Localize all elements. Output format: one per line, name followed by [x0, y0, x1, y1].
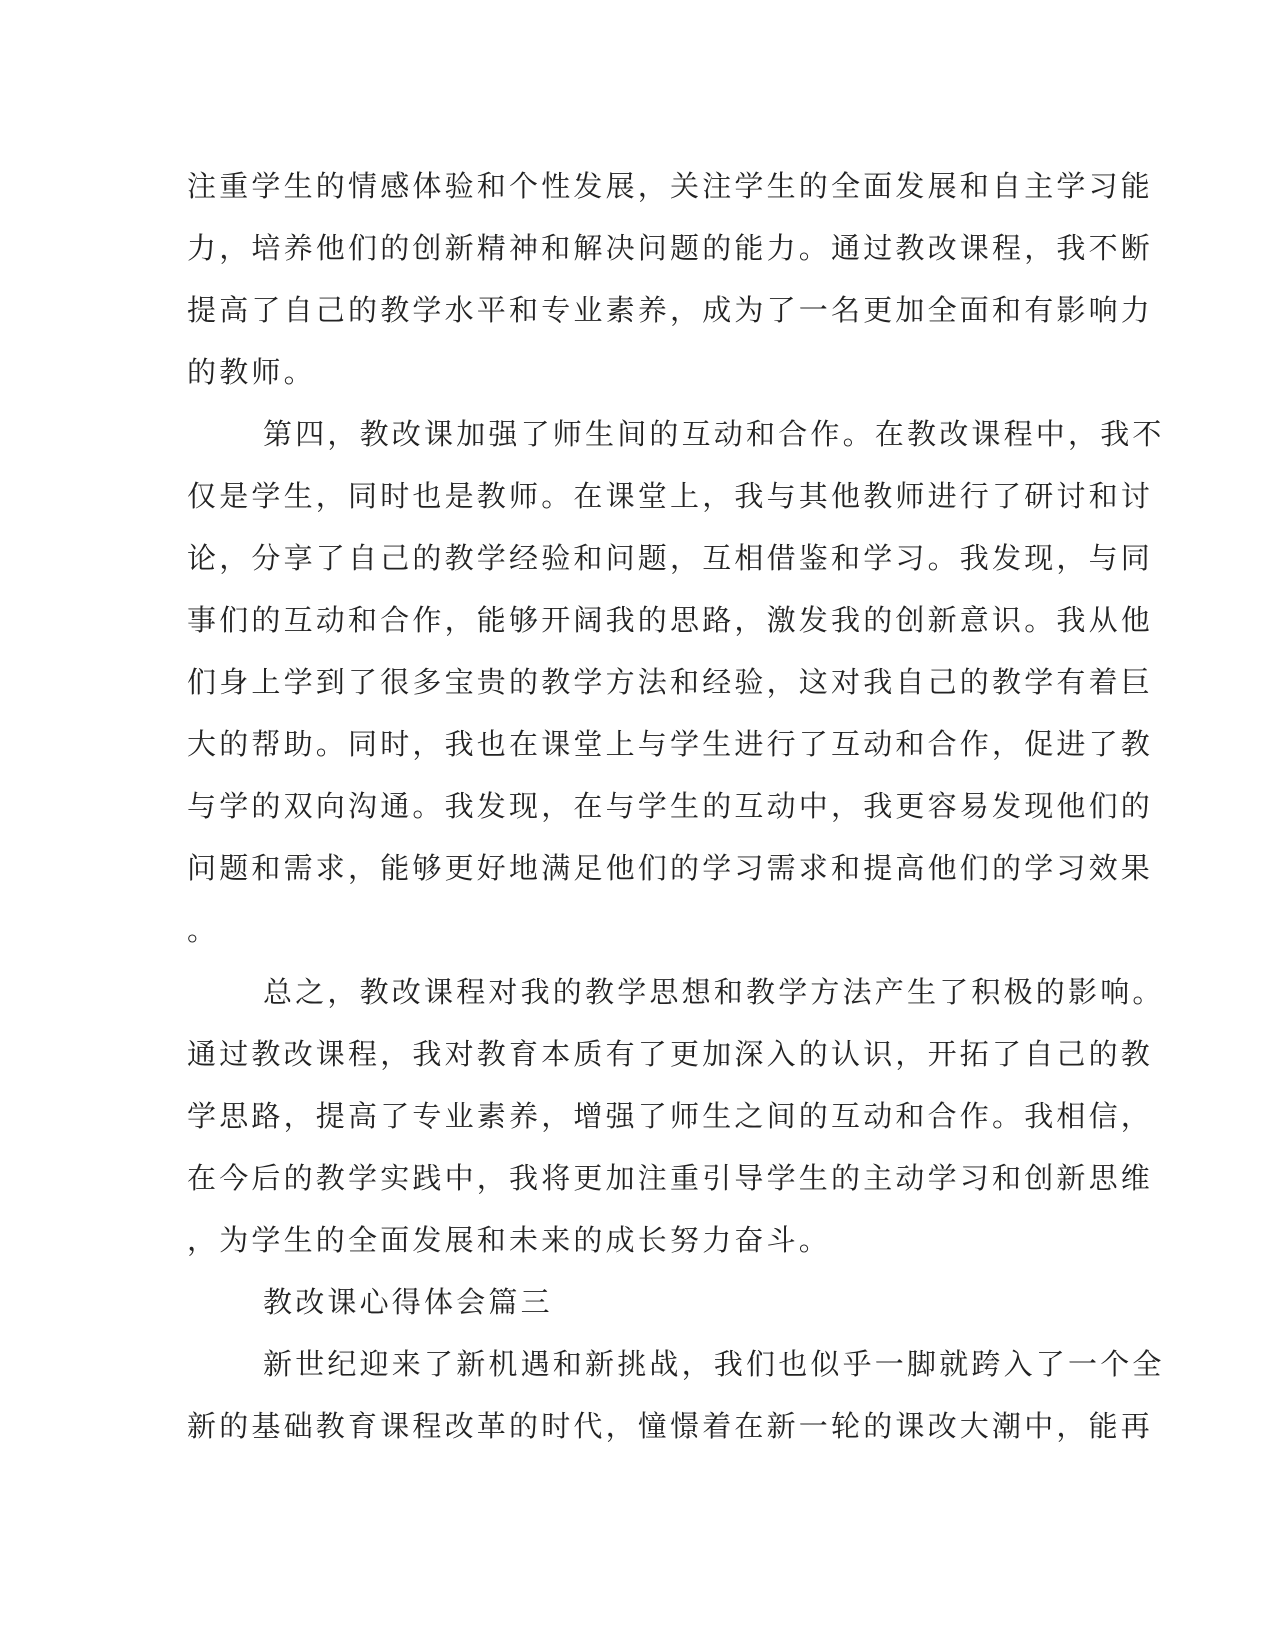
body-text-line: 论，分享了自己的教学经验和问题，互相借鉴和学习。我发现，与同	[187, 541, 1154, 575]
body-text-line: 。	[187, 913, 220, 947]
section-heading: 教改课心得体会篇三	[263, 1285, 553, 1319]
body-text-line: 仅是学生，同时也是教师。在课堂上，我与其他教师进行了研讨和讨	[187, 479, 1154, 513]
body-text-line: 的教师。	[187, 355, 316, 389]
body-text-line: 大的帮助。同时，我也在课堂上与学生进行了互动和合作，促进了教	[187, 727, 1154, 761]
document-body	[187, 155, 1165, 1457]
body-text-line: 学思路，提高了专业素养，增强了师生之间的互动和合作。我相信，	[187, 1099, 1154, 1133]
paragraph-first-line: 总之，教改课程对我的教学思想和教学方法产生了积极的影响。	[263, 975, 1165, 1009]
body-text-line: 事们的互动和合作，能够开阔我的思路，激发我的创新意识。我从他	[187, 603, 1154, 637]
body-text-line: 注重学生的情感体验和个性发展，关注学生的全面发展和自主学习能	[187, 169, 1154, 203]
body-text-line: 新的基础教育课程改革的时代，憧憬着在新一轮的课改大潮中，能再	[187, 1409, 1154, 1443]
paragraph-first-line: 新世纪迎来了新机遇和新挑战，我们也似乎一脚就跨入了一个全	[263, 1347, 1165, 1381]
body-text-line: ，为学生的全面发展和未来的成长努力奋斗。	[187, 1223, 832, 1257]
body-text-line: 与学的双向沟通。我发现，在与学生的互动中，我更容易发现他们的	[187, 789, 1154, 823]
body-text-line: 提高了自己的教学水平和专业素养，成为了一名更加全面和有影响力	[187, 293, 1154, 327]
body-text-line: 通过教改课程，我对教育本质有了更加深入的认识，开拓了自己的教	[187, 1037, 1154, 1071]
body-text-line: 们身上学到了很多宝贵的教学方法和经验，这对我自己的教学有着巨	[187, 665, 1154, 699]
paragraph-first-line: 第四，教改课加强了师生间的互动和合作。在教改课程中，我不	[263, 417, 1165, 451]
body-text-line: 问题和需求，能够更好地满足他们的学习需求和提高他们的学习效果	[187, 851, 1154, 885]
body-text-line: 在今后的教学实践中，我将更加注重引导学生的主动学习和创新思维	[187, 1161, 1154, 1195]
body-text-line: 力，培养他们的创新精神和解决问题的能力。通过教改课程，我不断	[187, 231, 1154, 265]
